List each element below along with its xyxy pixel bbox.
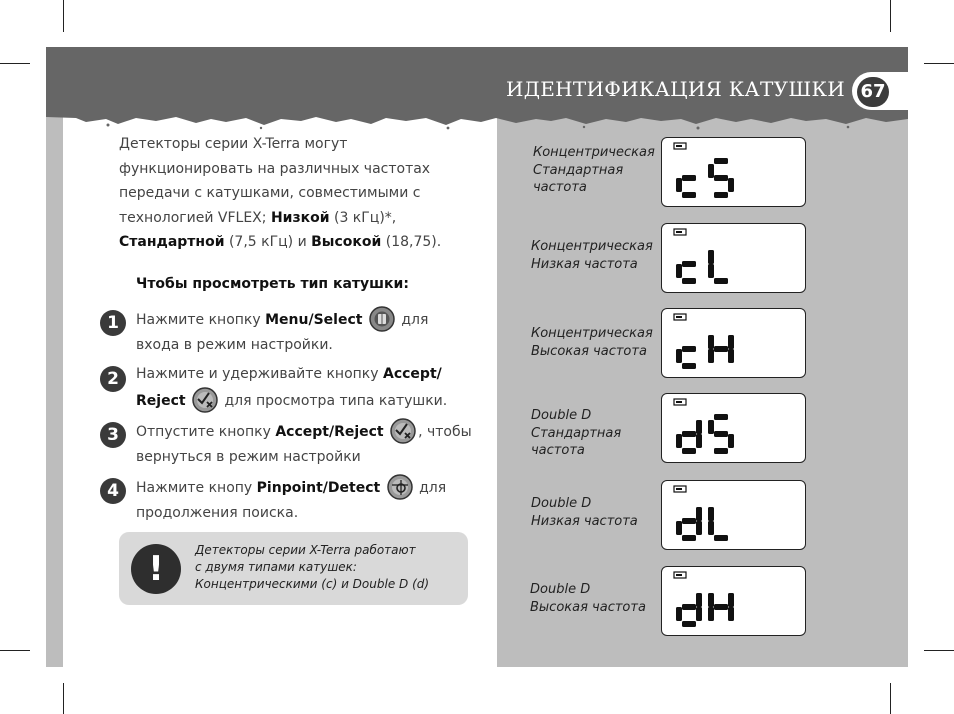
lcd-segment (676, 264, 682, 278)
lcd-digit-H (708, 335, 734, 363)
lcd-segment (682, 431, 696, 437)
page-header (46, 47, 908, 117)
lcd-digit-L (708, 250, 728, 284)
lcd-segment (676, 521, 682, 535)
crop-mark (63, 0, 64, 32)
lcd-segment (682, 518, 696, 524)
lcd-segment (728, 607, 734, 621)
battery-level (676, 488, 682, 490)
lcd-segment (682, 175, 696, 181)
lcd-segment (676, 434, 682, 448)
display-caption (531, 495, 638, 530)
crop-mark (924, 63, 954, 64)
freq-low-value: (3 кГц)*, (329, 209, 397, 226)
battery-level (676, 316, 682, 318)
caption-line: Double D (530, 582, 591, 597)
lcd-segment (728, 349, 734, 363)
lcd-segment (682, 278, 696, 284)
display-caption (531, 407, 621, 460)
lcd-digit-d (676, 420, 702, 454)
caption-line: Double D (531, 496, 592, 511)
battery-level (676, 231, 682, 233)
note-box (119, 532, 468, 605)
lcd-segment (708, 349, 714, 363)
lcd-digit-c (676, 261, 696, 284)
display-caption (533, 144, 655, 197)
lcd-display-graphic (662, 309, 807, 379)
note-line: Детекторы серии X-Terra работают (195, 543, 416, 557)
intro-text: Детекторы серии X-Terra могут функционировать на различных частотах передачи с катушками, совместимыми с технологией VFLEX; (119, 136, 431, 226)
lcd-segment (696, 593, 702, 607)
crop-mark (924, 650, 954, 651)
step-text (136, 362, 476, 413)
lcd-segment (728, 593, 734, 607)
caption-line: Стандартная (533, 162, 624, 178)
accept-reject-icon (192, 387, 218, 413)
step-pre: Отпустите кнопку (136, 424, 276, 440)
lcd-segment (728, 178, 734, 192)
crop-mark (890, 683, 891, 714)
lcd-digit-L (708, 507, 728, 541)
lcd-segment (682, 261, 696, 267)
step-post: для продолжения поиска. (136, 480, 447, 521)
caption-line: Стандартная (531, 425, 622, 441)
lcd-segment (714, 448, 728, 454)
lcd-segment (708, 607, 714, 621)
lcd-segment (714, 604, 728, 610)
lcd-display-graphic (662, 394, 807, 464)
caption-line: Double D (531, 408, 592, 423)
crop-mark (63, 683, 64, 714)
lcd-segment (708, 164, 714, 178)
lcd-segment (714, 175, 728, 181)
lcd-segment (708, 335, 714, 349)
lcd-segment (708, 507, 714, 521)
caption-line: Концентрическая (533, 145, 655, 160)
page-left-strip (46, 47, 63, 667)
note-text (195, 542, 465, 593)
caption-line: Низкая частота (531, 256, 638, 272)
lcd-digit-H (708, 593, 734, 621)
lcd-display (661, 566, 806, 636)
step-pre: Нажмите кнопку (136, 312, 266, 328)
lcd-digit-d (676, 593, 702, 627)
lcd-segment (714, 346, 728, 352)
step-number: 3 (100, 422, 126, 448)
lcd-segment (682, 192, 696, 198)
lcd-segment (696, 507, 702, 521)
lcd-segment (728, 434, 734, 448)
freq-low: Низкой (270, 209, 330, 226)
lcd-display-graphic (662, 481, 807, 551)
caption-line: Концентрическая (531, 239, 653, 254)
lcd-segment (714, 278, 728, 284)
step-text (136, 306, 476, 357)
step-post: , чтобы вернуться в режим настройки (136, 424, 472, 465)
step-button-name: Accept/ Reject (136, 366, 442, 409)
lcd-digit-d (676, 507, 702, 541)
lcd-display (661, 308, 806, 378)
lcd-segment (696, 521, 702, 535)
lcd-segment (676, 349, 682, 363)
crop-mark (0, 63, 30, 64)
step-pre: Нажмите кнопу (136, 480, 257, 496)
page-title: ИДЕНТИФИКАЦИЯ КАТУШКИ (505, 77, 845, 101)
exclamation-icon: ! (131, 544, 181, 594)
pinpoint-detect-icon (387, 474, 413, 500)
lcd-display-graphic (662, 567, 807, 637)
intro-paragraph (119, 132, 469, 255)
lcd-display (661, 223, 806, 293)
step-text (136, 418, 476, 469)
caption-line: частота (533, 180, 587, 195)
caption-line: Концентрическая (531, 326, 653, 341)
lcd-display (661, 480, 806, 550)
step-post: для просмотра типа катушки. (220, 392, 448, 409)
lcd-digit-c (676, 175, 696, 198)
step-number: 2 (100, 366, 126, 392)
step-button-name: Pinpoint/Detect (256, 480, 381, 496)
lcd-segment (682, 604, 696, 610)
lcd-segment (682, 363, 696, 369)
accept-reject-icon (390, 418, 416, 444)
crop-mark (890, 0, 891, 32)
lcd-segment (682, 346, 696, 352)
step-button-name: Accept/Reject (275, 424, 384, 440)
step-number: 4 (100, 478, 126, 504)
lcd-segment (676, 178, 682, 192)
lcd-segment (708, 521, 714, 535)
caption-line: Высокая частота (530, 599, 646, 615)
display-caption (531, 325, 653, 360)
step-pre: Нажмите и удерживайте кнопку (136, 366, 383, 382)
caption-line: частота (531, 443, 585, 458)
caption-line: Низкая частота (531, 513, 638, 529)
display-caption (530, 581, 646, 616)
lcd-display-graphic (662, 138, 807, 208)
lcd-segment (714, 535, 728, 541)
step-button-name: Menu/Select (265, 312, 363, 328)
step-post: для входа в режим настройки. (136, 312, 429, 353)
lcd-segment (696, 434, 702, 448)
lcd-segment (682, 621, 696, 627)
step-text (136, 474, 476, 525)
lcd-display (661, 137, 806, 207)
lcd-segment (682, 448, 696, 454)
instructions-heading: Чтобы просмотреть тип катушки: (136, 276, 409, 292)
lcd-segment (696, 420, 702, 434)
lcd-segment (708, 264, 714, 278)
battery-level (676, 574, 682, 576)
header-grunge-edge (46, 110, 908, 132)
lcd-digit-S (708, 158, 734, 198)
lcd-segment (676, 607, 682, 621)
lcd-digit-S (708, 414, 734, 454)
note-line: с двумя типами катушек: (195, 560, 357, 574)
lcd-segment (714, 414, 728, 420)
display-caption (531, 238, 653, 273)
caption-line: Высокая частота (531, 343, 647, 359)
step-number: 1 (100, 310, 126, 336)
lcd-segment (728, 335, 734, 349)
lcd-segment (714, 158, 728, 164)
note-line: Концентрическими (c) и Double D (d) (195, 577, 430, 591)
menu-select-icon (369, 306, 395, 332)
lcd-segment (714, 431, 728, 437)
lcd-display-graphic (662, 224, 807, 294)
page-number: 67 (857, 77, 889, 107)
lcd-segment (708, 420, 714, 434)
freq-high-value: (18,75). (381, 234, 442, 250)
lcd-segment (708, 250, 714, 264)
battery-level (676, 145, 682, 147)
freq-standard-value: (7,5 кГц) и (224, 234, 312, 250)
freq-standard: Стандартной (119, 234, 225, 250)
crop-mark (0, 650, 30, 651)
lcd-segment (714, 192, 728, 198)
battery-level (676, 401, 682, 403)
lcd-digit-c (676, 346, 696, 369)
lcd-segment (696, 607, 702, 621)
lcd-display (661, 393, 806, 463)
lcd-segment (682, 535, 696, 541)
freq-high: Высокой (311, 234, 382, 250)
lcd-segment (708, 593, 714, 607)
